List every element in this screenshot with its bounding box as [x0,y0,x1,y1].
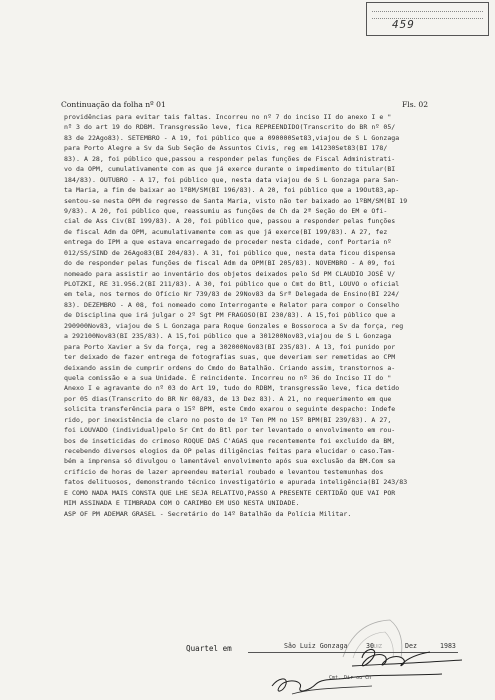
body-line: nº 3 do art 19 do RDBM. Transgressão leve, fica REPREENDIDO(Transcrito do BR nº 05/ [64,123,396,132]
certificate-body [64,112,450,519]
stamp-line [372,12,483,19]
commander-signature [252,640,482,700]
body-line: vo da OPM, cumulativamente com as que já exerce durante o impedimento do titular(BI [64,165,396,174]
body-line: cial de Ass Civ(BI 199/83). A 20, foi público que, passou a responder pelas funções [64,217,396,226]
svg-text:LUIZ: LUIZ [371,644,383,650]
date-day: 30 [366,642,374,650]
date-month: Dez [405,642,417,650]
body-line: 012/SS/SIND de 26Ago83(BI 204/83). A 31, foi público que, nesta data ficou dispensa [64,248,396,257]
quartel-label: Quartel em [186,644,232,653]
body-line: crifício de horas de lazer apreendeu material roubado e levantou testemunhas dos [64,467,384,476]
body-line: 83). DEZEMBRO - A 08, foi nomeado como Interrogante e Relator para compor o Conselho [64,300,400,309]
body-line: ta Maria, a fim de baixar ao 1ºBM/SM(BI 196/83). A 20, foi público que a 19Out83,ap- [64,186,400,195]
body-line: para Porto Xavier a Sv da força, reg a 302000Nov83(BI 235/83). A 13, foi punido por [64,342,396,351]
body-line: providências para evitar tais faltas. Incorreu no nº 7 do inciso II do anexo I e " [64,113,392,121]
body-line: 83). A 28, foi público que,passou a responder pelas funções de Fiscal Administrati- [64,154,396,163]
body-line: por 05 dias(Transcrito do BR Nr 08/83, de 13 Dez 83). A 21, no requerimento em que [64,394,392,403]
body-line: nomeado para assistir ao inventário dos objetos deixados pelo Sd PM CLAUDIO JOSÉ V/ [64,269,396,278]
body-line: 83 de 22Ago83). SETEMBRO - A 19, foi público que a 090000Set83,viajou de S L Gonzaga [64,133,400,142]
body-line: sentou-se nesta OPM de regresso de Santa Maria, visto não ter baixado ao 1ºBM/SM(BI 19 [64,196,408,205]
body-line: fatos delituosos, demonstrando técnico investigatório e apurada inteligência(BI 243/83 [64,478,408,487]
body-line: PLOTZKI, RE 31.956.2(BI 211/83). A 30, foi público que o Cmt do Btl, LOUVO o oficial [64,280,400,288]
body-line: entrega do IPM a que estava encarregado de proceder nesta cidade, conf Portaria nº [64,238,392,247]
continuation-heading: Continuação da folha nº 01 [61,100,166,109]
body-line: 184/83). OUTUBRO - A 17, foi público que, nesta data viajou de S L Gonzaga para San- [64,175,400,184]
body-line: solicita transferência para o 15º BPM, este Cmdo exarou o seguinte despacho: Indefe [64,405,396,414]
place-city: São Luiz Gonzaga [284,642,348,650]
body-line: Anexo I e agravante do nº 03 do Art 19, tudo do RDBM, transgressão leve, fica detido [64,384,400,393]
body-line: para Porto Alegre a Sv da Sub Seção de Assuntos Civis, reg em 141230Set83(BI 178/ [64,144,388,153]
protocol-stamp [366,2,489,36]
commander-caption: Cmt, Dir ou Ch [329,675,372,681]
body-line: MIM ASSINADA E TIMBRADA COM O CARIMBO EM USO NESTA UNIDADE. [64,499,300,508]
body-line: quela comissão e a sua Unidade. É reincidente. Incorreu no nº 36 do Inciso II do " [64,373,392,382]
body-line: 290900Nov83, viajou de S L Gonzaga para Roque Gonzales e Bossoroca a Sv da força, reg [64,321,404,330]
body-line: ASP OF PM ADEMAR GRASEL - Secretário do 14º Batalhão da Polícia Militar. [64,509,352,518]
body-line: bém a imprensa só divulgou o lamentável envolvimento após sua exclusão da BM.Com sa [64,457,396,466]
date-year: 1983 [440,642,456,650]
body-line: de fiscal Adm da OPM, acumulativamente com as que já exerce(BI 199/83). A 27, fez [64,227,388,236]
body-line: bos de inseticidas do crimoso ROQUE DAS C'AGAS que recentemente foi excluído da BM, [64,436,396,445]
body-line: rido, por inexistência de claro no posto de 1º Ten PM no 15º BPM(BI 239/83). A 27, [64,415,392,424]
body-line: recebendo diversos elogios da OP pelas diligências feitas para elucidar o caso.Tam- [64,447,396,455]
body-line: foi LOUVADO (individual)pelo Sr Cmt do Btl por ter levantado o envolvimento em rou- [64,426,396,435]
body-line: a 292100Nov83(BI 235/83). A 15,foi público que a 301200Nov83,viajou de S L Gonzaga [64,332,392,341]
body-line: deixando assim de cumprir ordens do Cmdo do Batalhão. Criando assim, transtornos a- [64,363,396,372]
body-line: de Disciplina que irá julgar o 2º Sgt PM FRAGOSO(BI 230/83). A 15,foi público que a [64,311,396,320]
body-line: do de responder pelas funções de fiscal Adm da OPM(BI 205/83). NOVEMBRO - A 09, foi [64,259,396,268]
body-line: em tela, nos termos do Ofício Nr 739/83 de 29Nov83 da Srª Delegada de Ensino(BI 224/ [64,290,400,299]
stamp-line [372,5,483,12]
body-line: ter deixado de fazer entrega de fotografias suas, que deveriam ser remetidas ao CPM [64,353,396,362]
body-line: 9/83). A 20, foi público que, reassumiu as funções de Ch da 2ª Seção do EM e Ofi- [64,206,388,215]
body-line: E COMO NADA MAIS CONSTA QUE LHE SEJA RELATIVO,PASSO A PRESENTE CERTIDÃO QUE VAI POR [64,488,396,497]
sheet-number: Fls. 02 [402,100,429,109]
stamp-number: 459 [392,18,415,31]
